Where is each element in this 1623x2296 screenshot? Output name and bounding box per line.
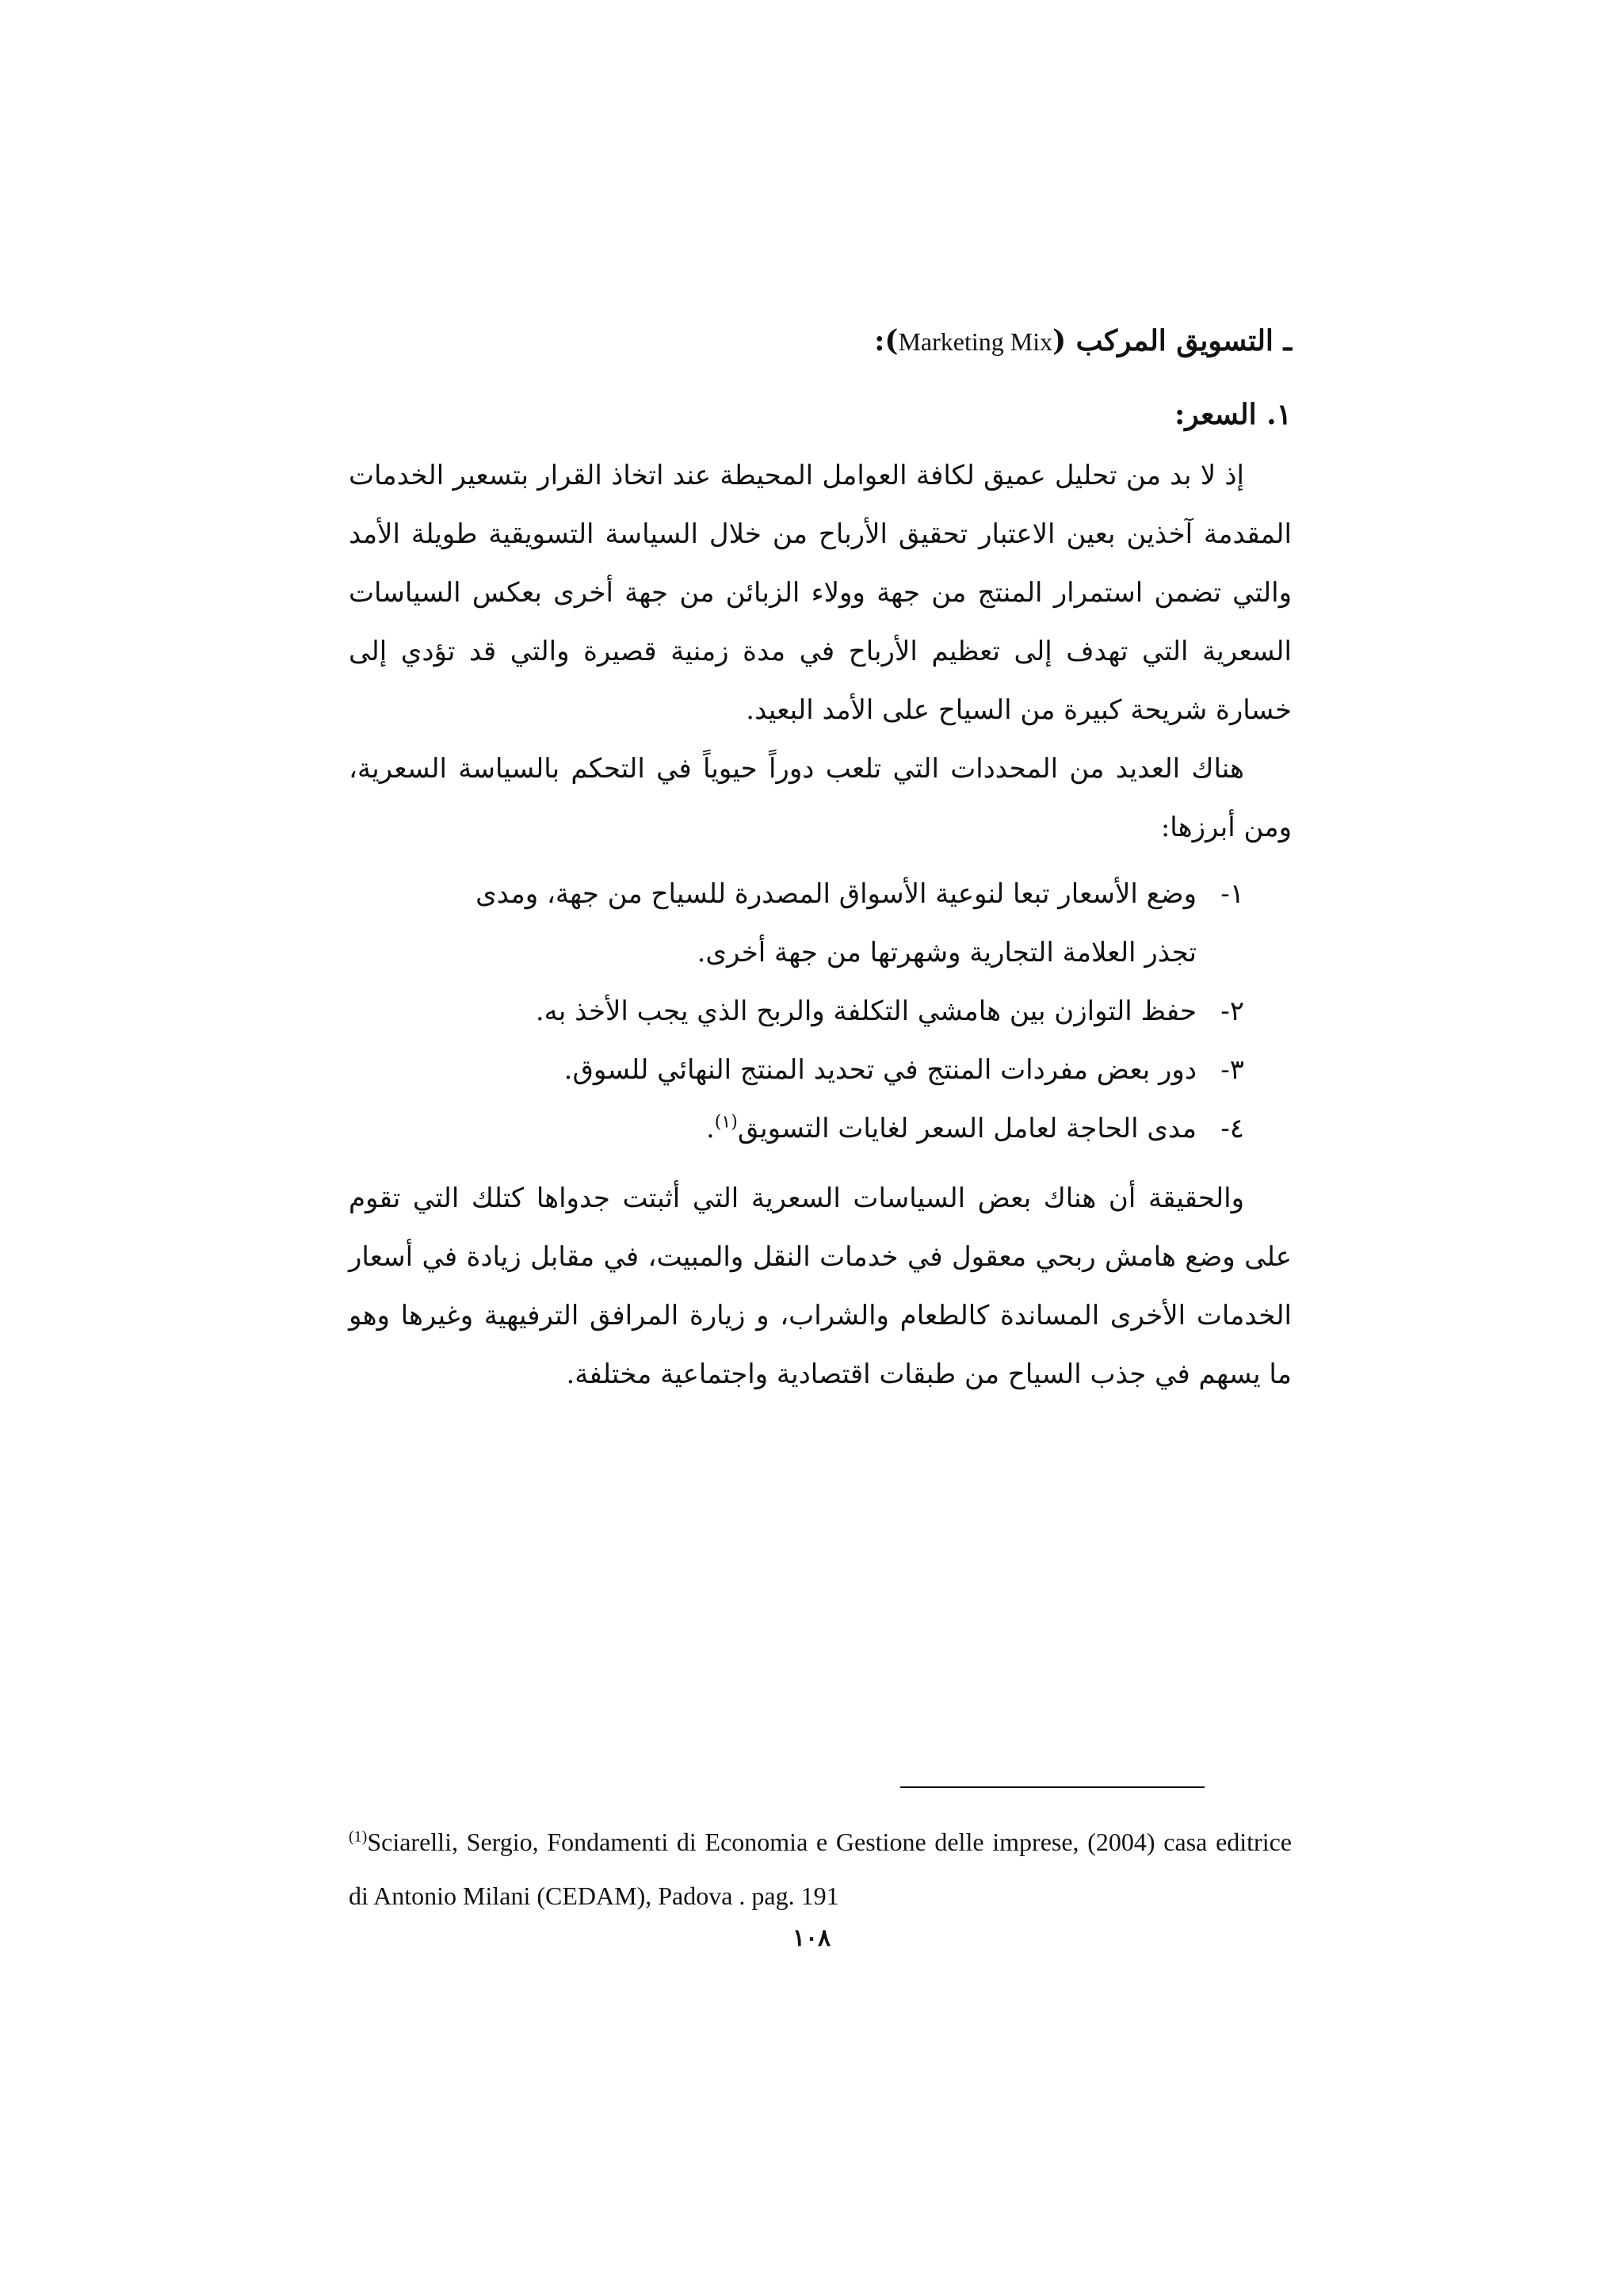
list-item-text: وضع الأسعار تبعا لنوعية الأسواق المصدرة للسياح من جهة، ومدى تجذر العلامة التجارية وشهرتها من جهة أخرى. — [475, 878, 1197, 968]
footnote-marker: (1) — [349, 1828, 368, 1846]
determinants-list — [349, 865, 1292, 1158]
list-item-number: ١- — [1220, 878, 1244, 910]
page-body — [349, 317, 1292, 1404]
list-item-text-with-note — [349, 1099, 1197, 1158]
list-item — [349, 1099, 1292, 1158]
section-heading — [349, 317, 1292, 365]
paragraph-3: والحقيقة أن هناك بعض السياسات السعرية التي أثبتت جدواها كتلك التي تقوم على وضع هامش ربحي معقول في خدمات النقل والمبيت، في مقابل زيادة في أسعار الخدمات الأخرى المساندة كالطعام والشراب، و زيارة المرافق الترفيهية وغيرها وهو ما يسهم في جذب السياح من طبقات اقتصادية واجتماعية مختلفة. — [349, 1182, 1292, 1390]
list-item-text: دور بعض مفردات المنتج في تحديد المنتج النهائي للسوق. — [563, 1054, 1197, 1086]
list-item-text: مدى الحاجة لعامل السعر لغايات التسويق — [737, 1113, 1197, 1144]
list-item-tail: . — [705, 1113, 715, 1144]
footnote-reference: (١) — [714, 1112, 738, 1133]
heading-suffix: ): — [874, 324, 899, 357]
page-number: ١٠٨ — [792, 1924, 831, 1952]
heading-latin-term: Marketing Mix — [898, 327, 1053, 356]
heading-prefix: ـ التسويق المركب ( — [1052, 324, 1292, 357]
footnote-text: Sciarelli, Sergio, Fondamenti di Economia e Gestione delle imprese, (2004) casa editrice di Antonio Milani (CEDAM), Padova . pag. 191 — [349, 1828, 1292, 1910]
list-item-number: ٣- — [1220, 1054, 1244, 1086]
list-item — [349, 1041, 1292, 1099]
paragraph-1: إذ لا بد من تحليل عميق لكافة العوامل المحيطة عند اتخاذ القرار بتسعير الخدمات المقدمة آخذين بعين الاعتبار تحقيق الأرباح من خلال السياسة التسويقية طويلة الأمد والتي تضمن استمرار المنتج من جهة وولاء الزبائن من جهة أخرى بعكس السياسات السعرية التي تهدف إلى تعظيم الأرباح في مدة زمنية قصيرة والتي قد تؤدي إلى خسارة شريحة كبيرة من السياح على الأمد البعيد. — [349, 460, 1292, 726]
subsection-heading-price: ١. السعر: — [1174, 398, 1292, 431]
list-item — [349, 982, 1292, 1041]
footnote — [349, 1815, 1292, 1923]
list-item-number: ٤- — [1220, 1113, 1244, 1144]
paragraph-2: هناك العديد من المحددات التي تلعب دوراً حيوياً في التحكم بالسياسة السعرية، ومن أبرزها: — [349, 753, 1292, 843]
footnote-divider — [900, 1786, 1205, 1788]
list-item — [349, 865, 1292, 982]
list-item-number: ٢- — [1220, 995, 1244, 1027]
list-item-text: حفظ التوازن بين هامشي التكلفة والربح الذي يجب الأخذ به. — [535, 995, 1197, 1027]
